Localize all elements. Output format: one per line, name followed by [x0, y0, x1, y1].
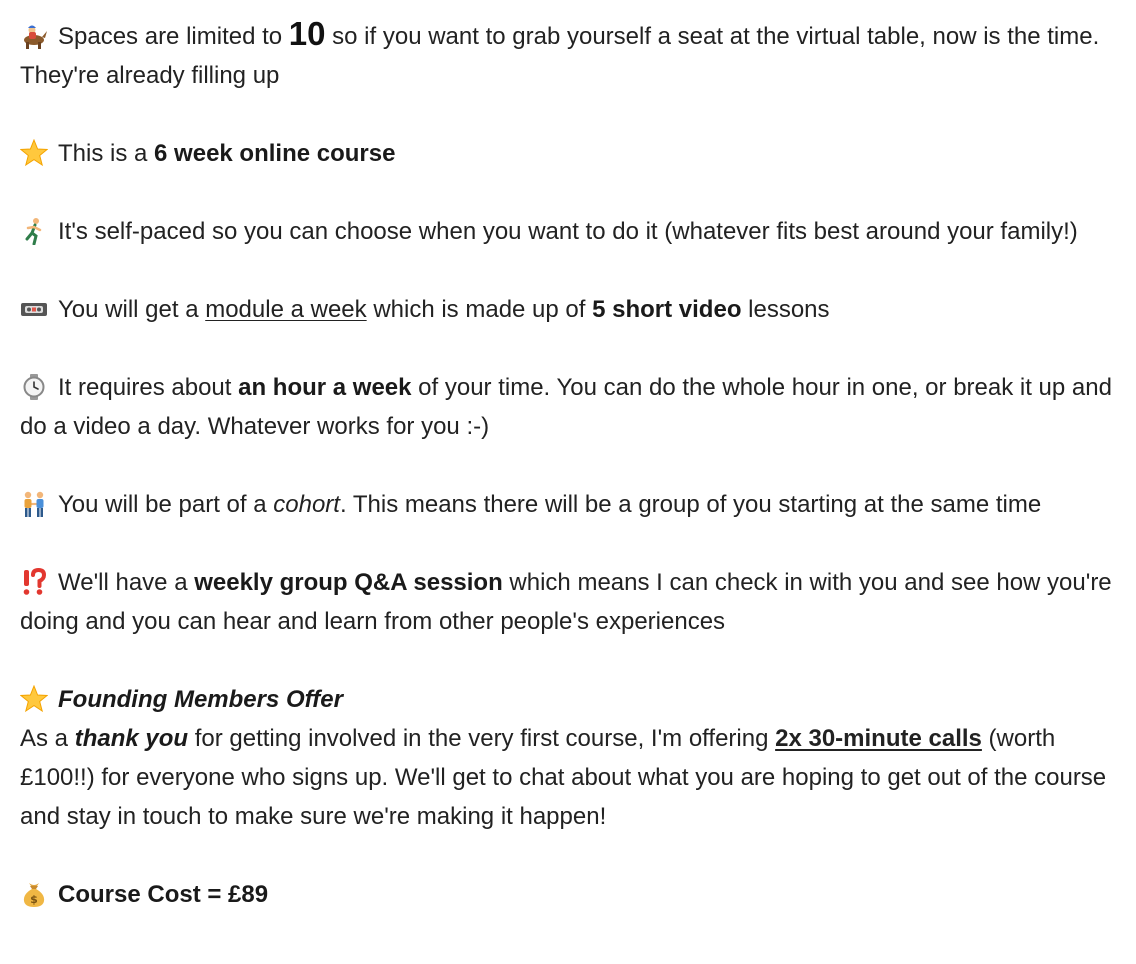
self-paced-paragraph: It's self-paced so you can choose when you want to do it (whatever fits best around your family!)	[20, 212, 1132, 251]
cohort-paragraph: You will be part of a cohort. This means there will be a group of you starting at the same time	[20, 485, 1132, 524]
founding-members-offer-paragraph: Founding Members Offer As a thank you for getting involved in the very first course, I'm offering 2x 30-minute calls (worth £100!!) for everyone who signs up. We'll get to chat about what you are hoping to get out of the course and stay in touch to make sure we're making it happen!	[20, 686, 1107, 830]
course-cost-paragraph	[20, 875, 1132, 914]
module-a-week-link[interactable]: module a week	[205, 296, 367, 323]
spaces-limited-paragraph: Spaces are limited to 10 so if you want to grab yourself a seat at the virtual table, now is the time. They're already filling up	[20, 15, 1100, 89]
watch-icon	[20, 373, 48, 401]
course-length-paragraph: This is a 6 week online course	[20, 134, 1132, 173]
module-paragraph: You will get a module a week which is made up of 5 short video lessons	[20, 290, 1132, 329]
calls-offer-link[interactable]: 2x 30-minute calls	[775, 725, 982, 752]
people-holding-hands-icon	[20, 490, 48, 518]
star-icon	[20, 139, 48, 167]
videocassette-icon	[20, 295, 48, 323]
spaces-count: 10	[288, 15, 326, 52]
horse-racing-icon	[20, 22, 48, 50]
time-requirement-paragraph: It requires about an hour a week of your time. You can do the whole hour in one, or break it up and do a video a day. Whatever works for you :-)	[20, 374, 1112, 440]
person-running-icon	[20, 217, 48, 245]
qa-session-paragraph: We'll have a weekly group Q&A session which means I can check in with you and see how you're doing and you can hear and learn from other people's experiences	[20, 569, 1112, 635]
founding-members-offer-title: Founding Members Offer	[58, 686, 343, 713]
svg-text:$: $	[30, 893, 38, 906]
money-bag-icon	[20, 880, 48, 908]
interrobang-icon	[20, 568, 48, 596]
course-cost: Course Cost = £89	[58, 881, 269, 908]
star-icon	[20, 685, 48, 713]
